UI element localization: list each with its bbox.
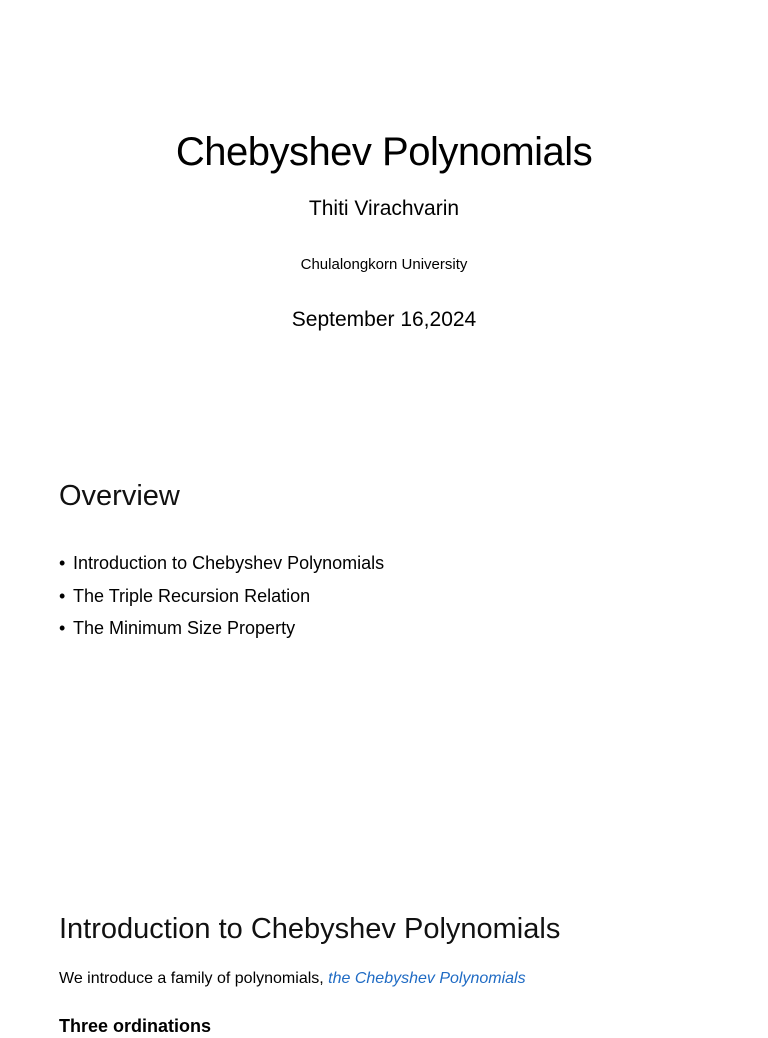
list-item-text: The Minimum Size Property <box>73 618 296 638</box>
overview-heading: Overview <box>59 480 180 512</box>
presentation-date: September 16,2024 <box>291 308 477 331</box>
introduction-sentence <box>59 968 526 990</box>
institution-name: Chulalongkorn University <box>300 256 468 273</box>
list-item-text: The Triple Recursion Relation <box>73 585 311 606</box>
overview-list <box>59 547 384 645</box>
bullet-icon: • <box>59 618 66 638</box>
list-item <box>59 612 384 645</box>
introduction-slide <box>0 860 768 1036</box>
overview-slide <box>0 430 768 860</box>
list-item <box>59 547 384 580</box>
presentation-title: Chebyshev Polynomials <box>175 130 593 174</box>
title-slide <box>0 0 768 430</box>
author-name: Thiti Virachvarin <box>308 197 460 220</box>
list-item-text: Introduction to Chebyshev Polynomials <box>73 553 385 573</box>
list-item <box>59 580 384 613</box>
introduction-heading: Introduction to Chebyshev Polynomials <box>59 913 561 945</box>
bullet-icon: • <box>59 585 66 606</box>
introduction-text: We introduce a family of polynomials, <box>59 970 329 987</box>
bullet-icon: • <box>59 553 66 573</box>
next-heading-partial: Three ordinations <box>59 1016 212 1036</box>
chebyshev-polynomials-link[interactable]: the Chebyshev Polynomials <box>328 970 526 987</box>
